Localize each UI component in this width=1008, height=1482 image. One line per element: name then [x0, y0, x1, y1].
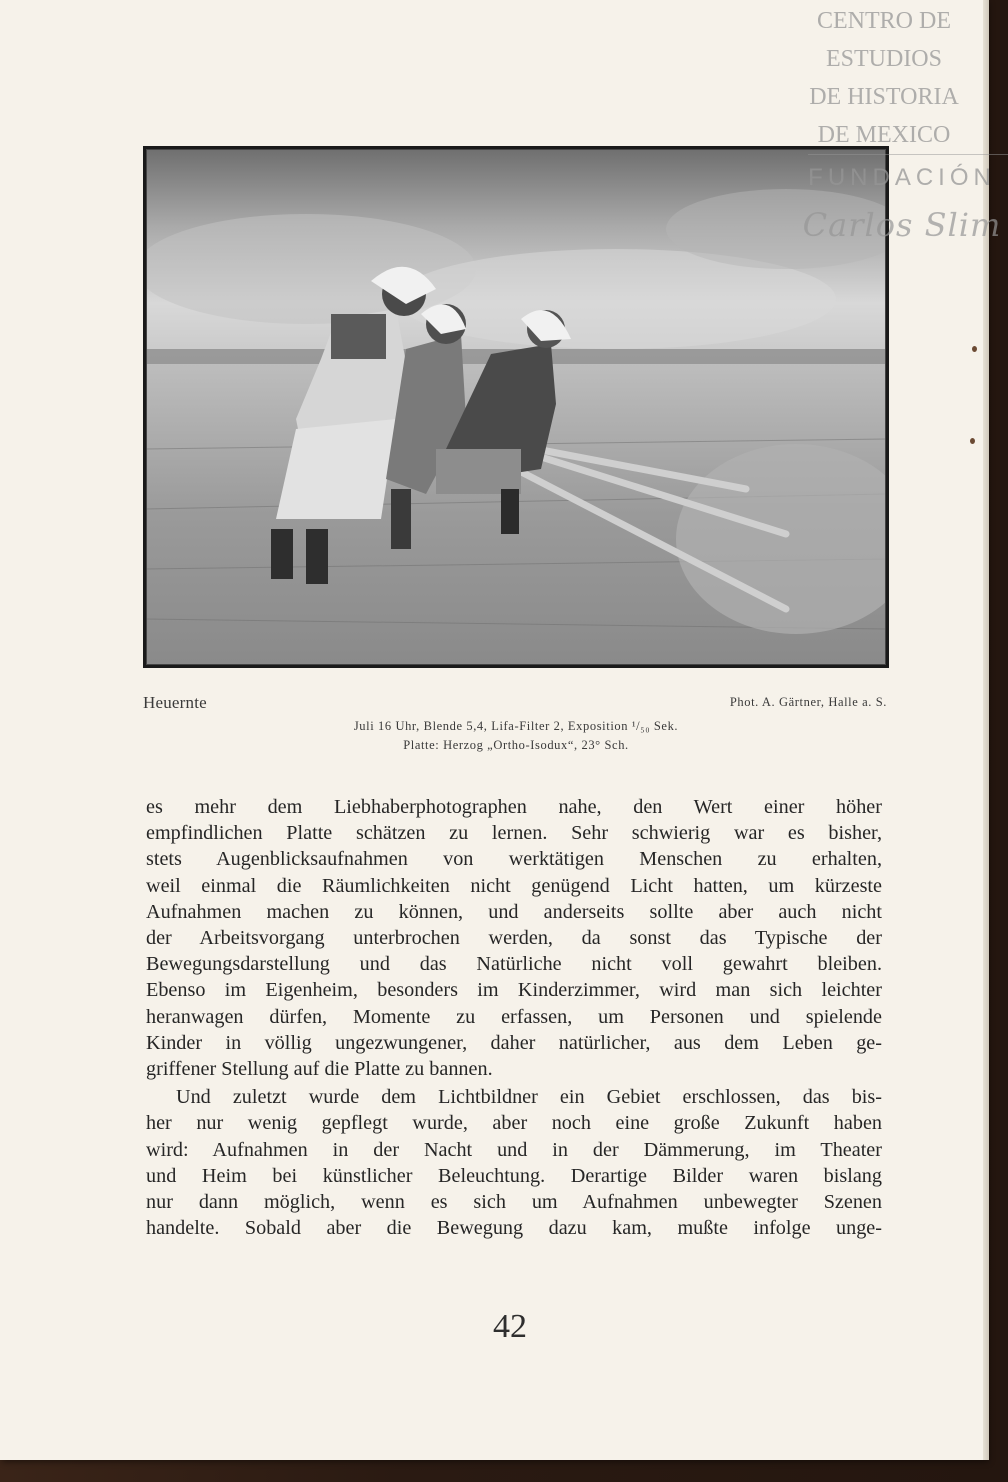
text-line: und Heim bei künstlicher Beleuchtung. Derartige Bilder waren bislang — [146, 1164, 882, 1187]
text-line: Kinder in völlig ungezwungener, daher natürlicher, aus dem Leben ge- — [146, 1031, 882, 1054]
watermark-line: ESTUDIOS — [825, 46, 942, 72]
watermark-divider — [808, 154, 1008, 155]
caption-plate-details: Platte: Herzog „Ortho-Isodux“, 23° Sch. — [403, 738, 629, 752]
caption-exposure-details: Juli 16 Uhr, Blende 5,4, Lifa-Filter 2, Exposition ¹/₅₀ Sek. — [353, 719, 679, 733]
watermark-fundacion: FUNDACIÓN — [808, 164, 996, 191]
watermark-line: CENTRO DE — [817, 8, 951, 34]
text-line: heranwagen dürfen, Momente zu erfassen, um Personen und spielende — [146, 1005, 882, 1028]
text-line: nur dann möglich, wenn es sich um Aufnahmen unbewegter Szenen — [146, 1191, 882, 1214]
text-line: her nur wenig gepflegt wurde, aber noch eine große Zukunft haben — [146, 1112, 882, 1135]
text-line: empfindlichen Platte schätzen zu lernen. Sehr schwierig war es bisher, — [146, 822, 882, 845]
watermark-institution — [784, 2, 984, 154]
watermark-signature: Carlos Slim — [802, 206, 1002, 244]
text-line: handelte. Sobald aber die Bewegung dazu kam, mußte infolge unge- — [146, 1217, 882, 1240]
paragraph-2 — [146, 1084, 882, 1241]
watermark-line: DE MEXICO — [817, 122, 951, 148]
text-line: stets Augenblicksaufnahmen von werktätigen Menschen zu erhalten, — [146, 848, 882, 871]
photograph — [146, 149, 886, 665]
caption-title: Heuernte — [143, 693, 207, 712]
body-text — [146, 794, 882, 1241]
text-line: griffener Stellung auf die Platte zu bannen. — [146, 1058, 493, 1081]
text-line: Aufnahmen machen zu können, und anderseits sollte aber auch nicht — [146, 900, 882, 923]
caption-credit: Phot. A. Gärtner, Halle a. S. — [729, 695, 887, 709]
text-line: der Arbeitsvorgang unterbrochen werden, da sonst das Typische der — [146, 927, 882, 950]
text-line: es mehr dem Liebhaberphotographen nahe, den Wert einer höher — [146, 796, 882, 818]
text-line: wird: Aufnahmen in der Nacht und in der Dämmerung, im Theater — [146, 1138, 882, 1161]
text-line: Bewegungsdarstellung und das Natürliche nicht voll gewahrt bleiben. — [146, 953, 882, 976]
text-line: Und zuletzt wurde dem Lichtbildner ein Gebiet erschlossen, das bis- — [176, 1086, 882, 1109]
paper-blemish — [970, 438, 975, 444]
paragraph-1 — [146, 794, 882, 1082]
photograph-frame — [143, 146, 889, 668]
page-number: 42 — [493, 1308, 527, 1345]
three-women-raking-hay-icon — [146, 149, 886, 665]
paper-blemish — [972, 346, 977, 352]
watermark-line: DE HISTORIA — [809, 84, 959, 110]
text-line: Ebenso im Eigenheim, besonders im Kinderzimmer, wird man sich leichter — [146, 979, 882, 1002]
text-line: weil einmal die Räumlichkeiten nicht genügend Licht hatten, um kürzeste — [146, 874, 882, 897]
